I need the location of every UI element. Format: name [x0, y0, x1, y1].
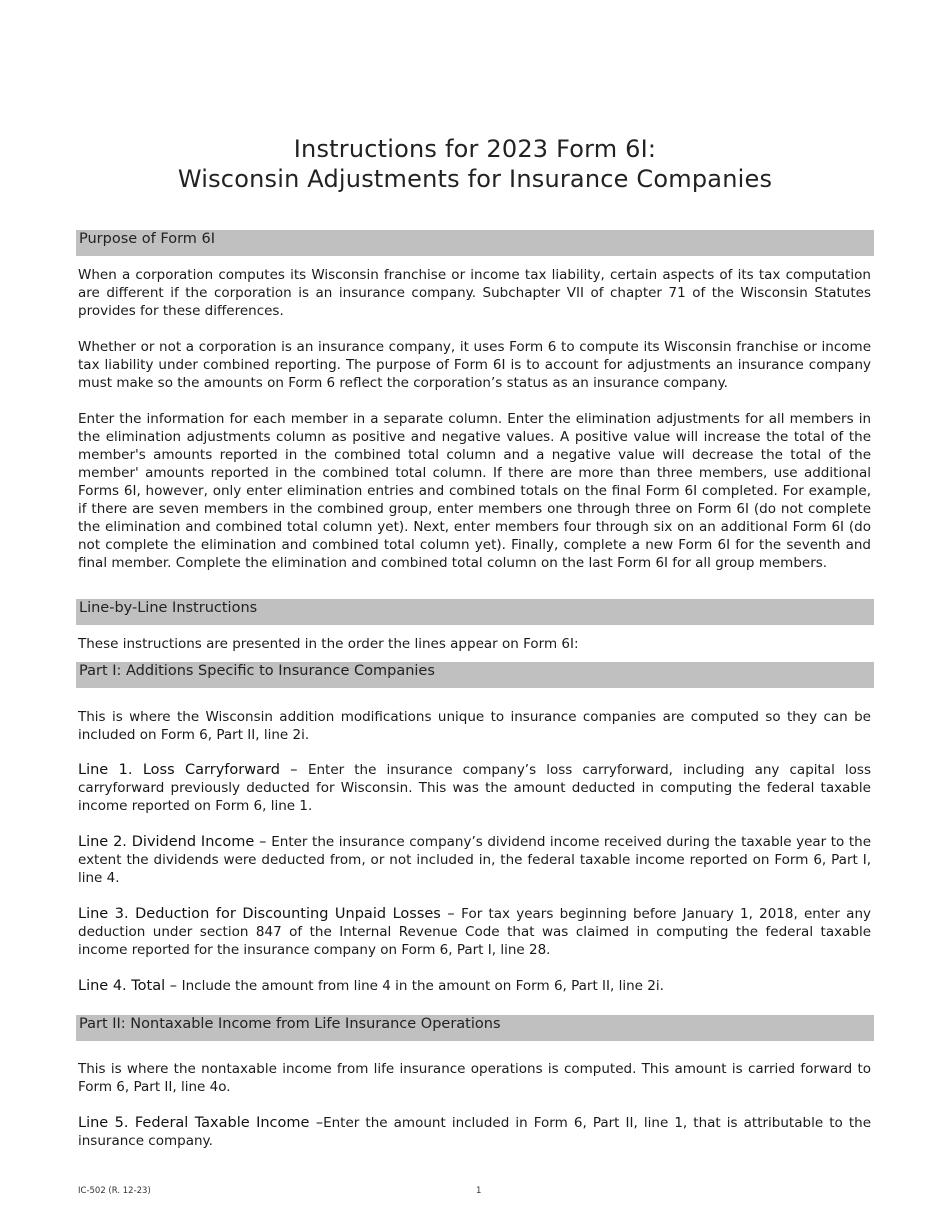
line-3-text: For tax years beginning before January 1, 2018, enter any deduction under section 847 of the Internal Revenue Code that was claimed in computing the federal taxable income reported for the insurance company on Form 6, Part I, line 28. [78, 906, 871, 958]
section-heading-part-1 [76, 662, 874, 688]
footer-form-id: IC-502 (R. 12-23) [78, 1186, 151, 1196]
line-4-text: Include the amount from line 4 in the amount on Form 6, Part II, line 2i. [181, 978, 664, 994]
section-heading-part-2-label: Part II: Nontaxable Income from Life Insurance Operations [79, 1016, 501, 1032]
line-4-instruction [78, 977, 871, 995]
footer-page-number: 1 [476, 1186, 482, 1196]
part-1-intro: This is where the Wisconsin addition modifications unique to insurance companies are computed so they can be included on Form 6, Part II, line 2i. [78, 709, 871, 743]
section-heading-purpose [76, 230, 874, 256]
line-1-label: Line 1. Loss Carryforward – [78, 762, 308, 778]
line-3-instruction [78, 905, 871, 959]
purpose-paragraph-1: When a corporation computes its Wisconsin franchise or income tax liability, certain aspects of its tax computation are different if the corporation is an insurance company. Subchapter VII of chapter 71 of the Wisconsin Statutes provides for these differences. [78, 267, 871, 319]
line-2-text: Enter the insurance company’s dividend income received during the taxable year to the extent the dividends were deducted from, or not included in, the federal taxable income reported on Form 6, Part I, line 4. [78, 834, 872, 886]
line-2-label: Line 2. Dividend Income – [78, 834, 272, 850]
line-3-label: Line 3. Deduction for Discounting Unpaid Losses – [78, 906, 462, 922]
part-2-intro: This is where the nontaxable income from life insurance operations is computed. This amount is carried forward to Form 6, Part II, line 4o. [78, 1061, 871, 1095]
document-title-line-1: Instructions for 2023 Form 6I: [293, 135, 657, 163]
line-5-label: Line 5. Federal Taxable Income – [78, 1115, 324, 1131]
purpose-paragraph-2: Whether or not a corporation is an insurance company, it uses Form 6 to compute its Wisconsin franchise or income tax liability under combined reporting. The purpose of Form 6I is to account for adjustments an insurance company must make so the amounts on Form 6 reflect the corporation’s status as an insurance company. [78, 339, 871, 391]
section-heading-part-2 [76, 1015, 874, 1041]
purpose-paragraph-3: Enter the information for each member in a separate column. Enter the elimination adjustments for all members in the elimination adjustments column as positive and negative values. A positive value will increase the total of the member's amounts reported in the combined total column and a negative value will decrease the total of the member' amounts reported in the combined total column. If there are more than three members, use additional Forms 6I, however, only enter elimination entries and combined totals on the final Form 6I completed. For example, if there are seven members in the combined group, enter members one through three on Form 6I (do not complete the elimination and combined total column yet). Next, enter members four through six on an additional Form 6I (do not complete the elimination and combined total column yet). Finally, complete a new Form 6I for the seventh and final member. Complete the elimination and combined total column on the last Form 6I for all group members. [78, 411, 871, 571]
line-4-label: Line 4. Total – [78, 978, 182, 994]
line-2-instruction [78, 833, 871, 887]
section-heading-part-1-label: Part I: Additions Specific to Insurance Companies [79, 663, 435, 679]
section-heading-line-by-line-label: Line-by-Line Instructions [79, 600, 258, 616]
document-title-line-2: Wisconsin Adjustments for Insurance Companies [177, 165, 773, 193]
line-by-line-intro: These instructions are presented in the order the lines appear on Form 6I: [78, 636, 579, 652]
line-1-instruction [78, 761, 871, 815]
section-heading-line-by-line [76, 599, 874, 625]
line-1-text: Enter the insurance company’s loss carryforward, including any capital loss carryforward previously deducted for Wisconsin. This was the amount deducted in computing the federal taxable income reported on Form 6, line 1. [78, 762, 871, 814]
section-heading-purpose-label: Purpose of Form 6I [79, 231, 216, 247]
line-5-text: Enter the amount included in Form 6, Part II, line 1, that is attributable to the insurance company. [78, 1115, 871, 1149]
line-5-instruction [78, 1114, 871, 1150]
